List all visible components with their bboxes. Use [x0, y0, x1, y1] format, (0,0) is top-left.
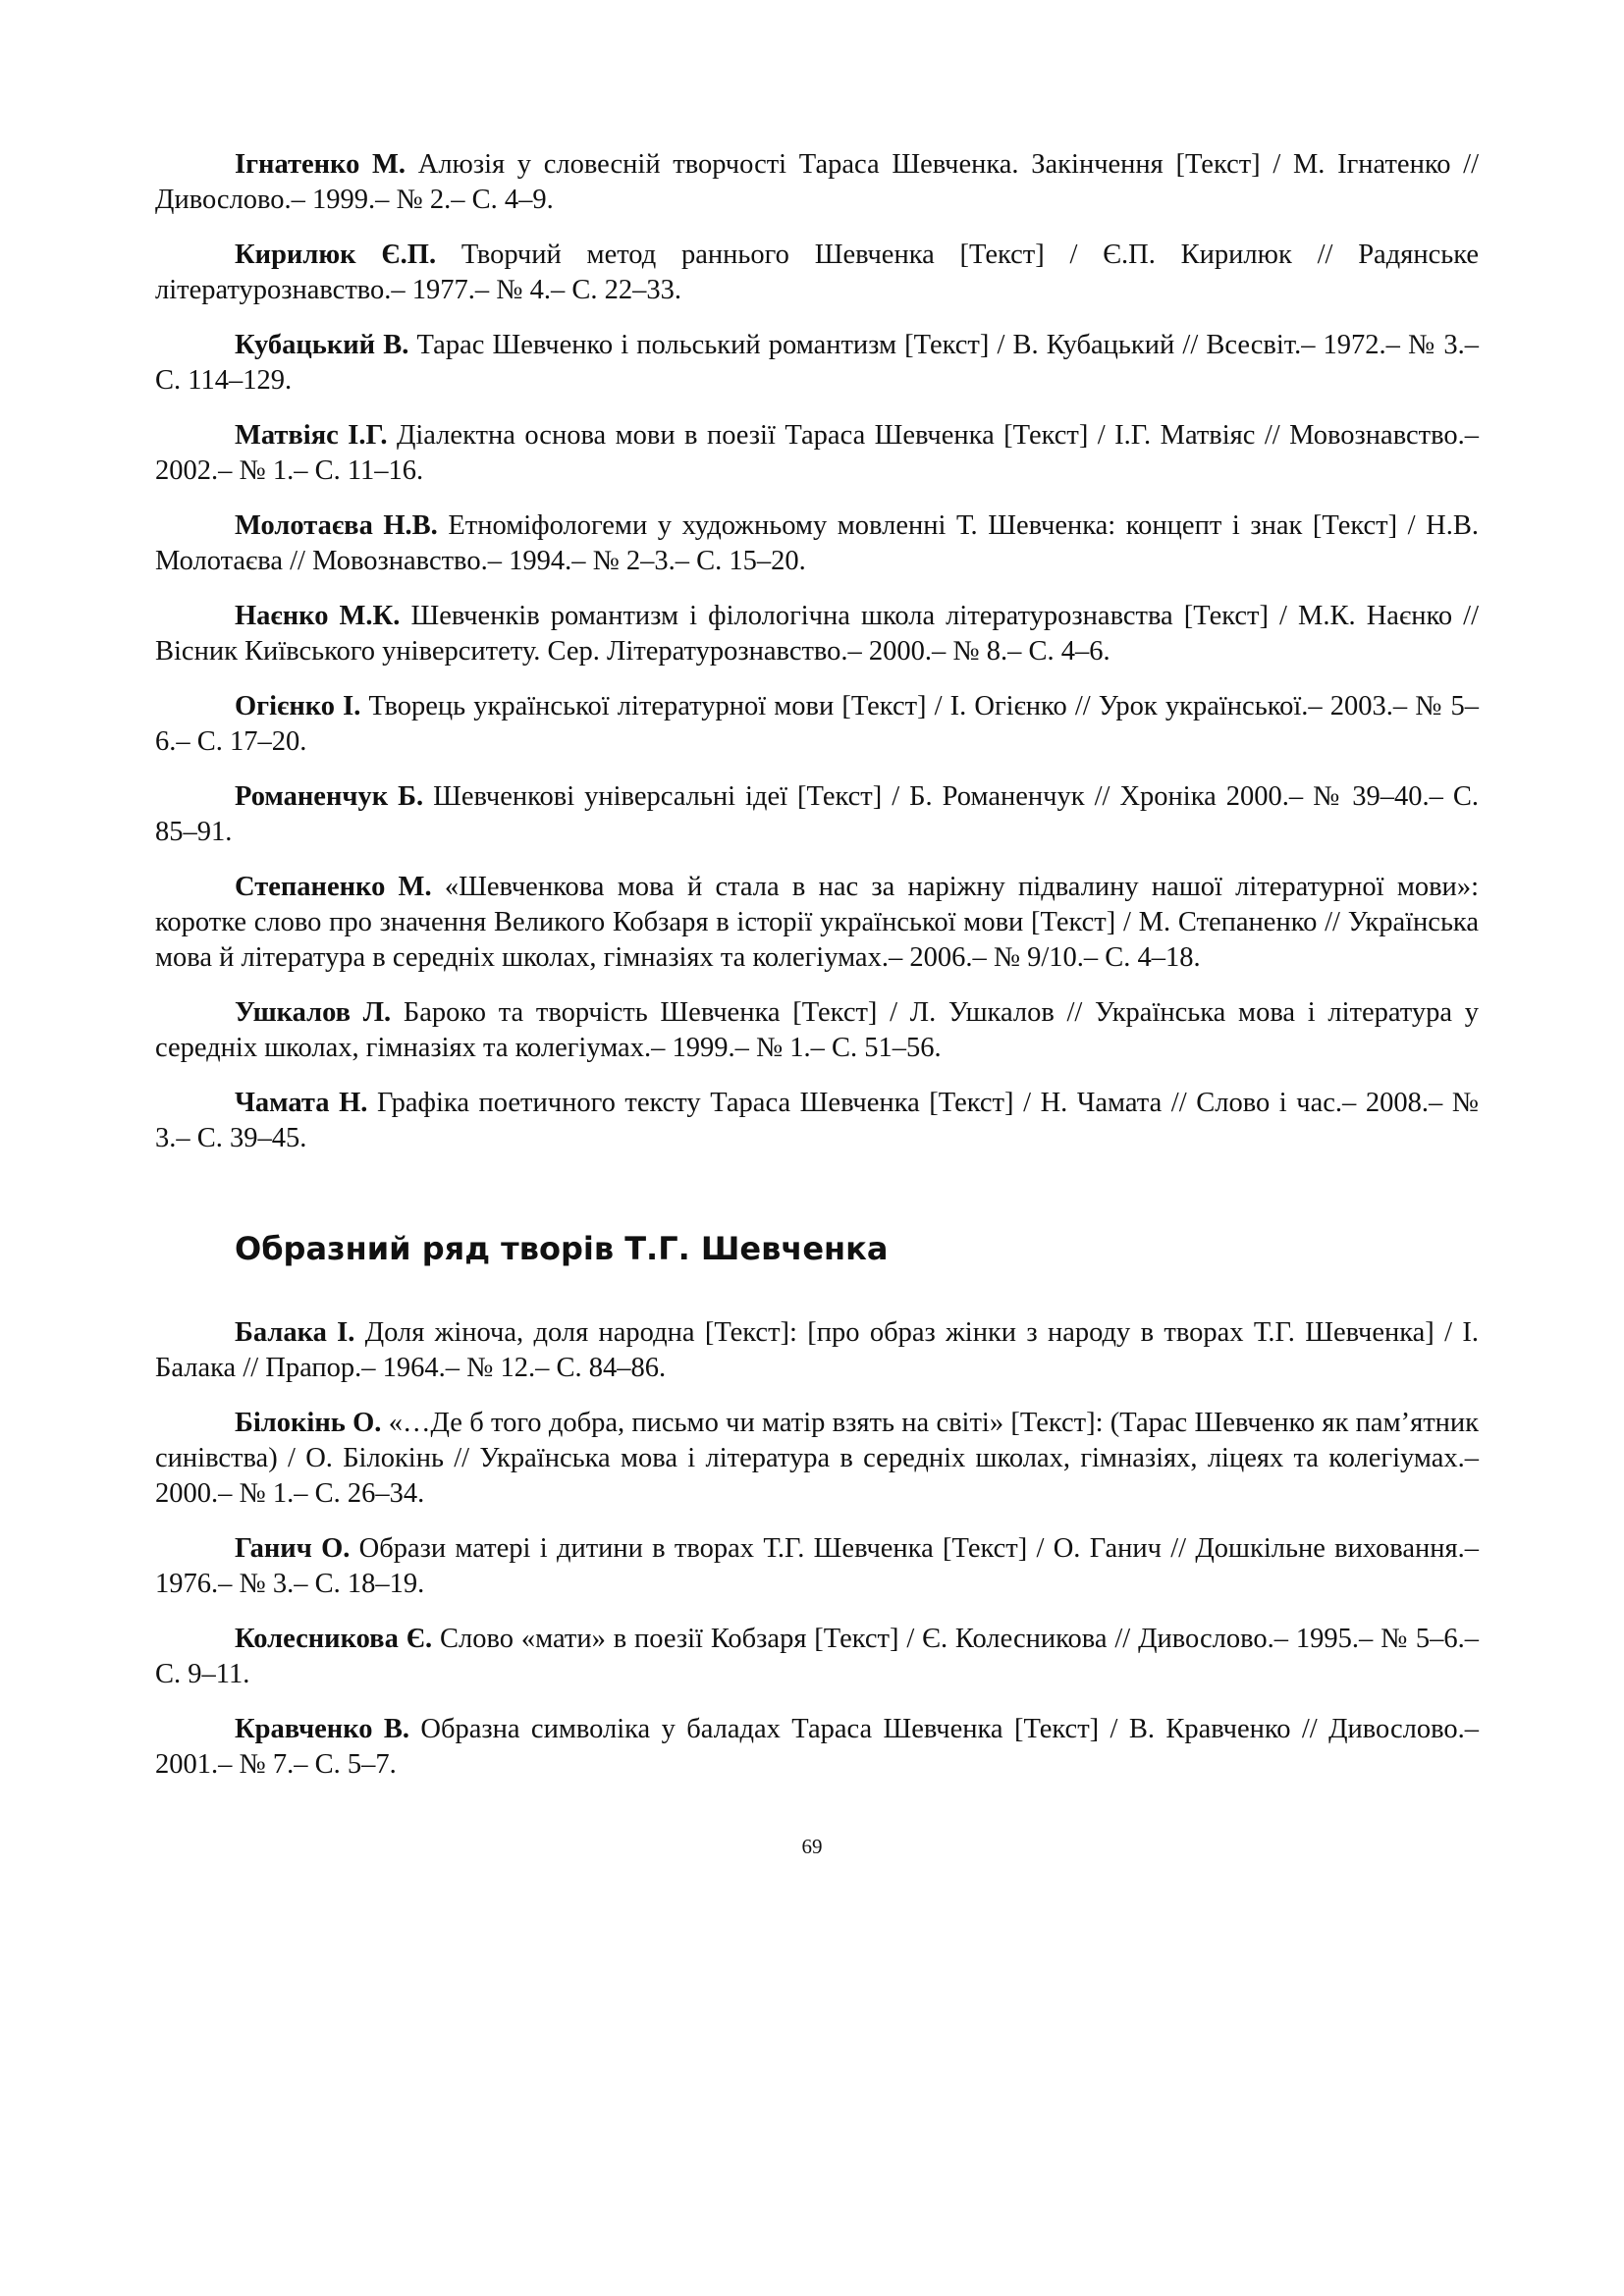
entry-author: Кирилюк Є.П. [235, 240, 437, 270]
entry-author: Колесникова Є. [235, 1624, 433, 1654]
bibliography-entry [155, 238, 1479, 308]
bibliography-entry [155, 1315, 1479, 1386]
page-number: 69 [801, 1835, 823, 1858]
bibliography-entry [155, 508, 1479, 579]
entry-text: Образи матері і дитини в творах Т.Г. Шевченка [Текст] / О. Ганич // Дошкільне виховання.– 1976.– № 3.– С. 18–19. [155, 1533, 1479, 1599]
entry-text: Тарас Шевченко і польський романтизм [Текст] / В. Кубацький // Всесвіт.– 1972.– № 3.– С. 114–129. [155, 330, 1479, 396]
entry-text: Шевченкові універсальні ідеї [Текст] / Б. Романенчук // Хроніка 2000.– № 39–40.– С. 85–91. [155, 781, 1480, 847]
entry-text: «…Де б того добра, письмо чи матір взять на світі» [Текст]: (Тарас Шевченко як пам’ятник синівства) / О. Білокінь // Українська мова і література в середніх школах, гімназіях, ліцеях та колегіумах.– 2000.– № 1.– С. 26–34. [155, 1408, 1480, 1509]
entry-author: Романенчук Б. [235, 781, 424, 812]
entry-text: Графіка поетичного тексту Тараса Шевченка [Текст] / Н. Чамата // Слово і час.– 2008.– № 3.– С. 39–45. [155, 1088, 1479, 1153]
entry-text: Етноміфологеми у художньому мовленні Т. Шевченка: концепт і знак [Текст] / Н.В. Молотаєва // Мовознавство.– 1994.– № 2–3.– С. 15–20. [155, 510, 1479, 576]
entry-text: Творчий метод раннього Шевченка [Текст] / Є.П. Кирилюк // Радянське літературознавство.– 1977.– № 4.– С. 22–33. [155, 240, 1480, 305]
bibliography-entry [155, 779, 1479, 850]
bibliography-entry [155, 1531, 1479, 1602]
entry-text: Бароко та творчість Шевченка [Текст] / Л. Ушкалов // Українська мова і література у середніх школах, гімназіях та колегіумах.– 1999.– № 1.– С. 51–56. [155, 997, 1479, 1063]
section-heading: Образний ряд творів Т.Г. Шевченка [235, 1230, 889, 1267]
bibliography-entry [155, 147, 1479, 218]
page-content [155, 147, 1479, 1802]
entry-author: Молотаєва Н.В. [235, 510, 438, 541]
bibliography-entry [155, 599, 1479, 669]
entry-author: Кравченко В. [235, 1714, 410, 1744]
bibliography-entry [155, 1622, 1479, 1692]
entry-author: Кубацький В. [235, 330, 409, 360]
entry-text: «Шевченкова мова й стала в нас за наріжну підвалину нашої літературної мови»: коротке слово про значення Великого Кобзаря в історії української мови [Текст] / М. Степаненко // Українська мова й література в середніх школах, гімназіях та колегіумах.– 2006.– № 9/10.– С. 4–18. [155, 872, 1479, 973]
bibliography-entry [155, 418, 1479, 489]
entry-text: Слово «мати» в поезії Кобзаря [Текст] / Є. Колесникова // Дивослово.– 1995.– № 5–6.– С. 9–11. [155, 1624, 1480, 1689]
entry-text: Доля жіноча, доля народна [Текст]: [про образ жінки з народу в творах Т.Г. Шевченка] / І. Балака // Прапор.– 1964.– № 12.– С. 84–86. [155, 1317, 1479, 1383]
entry-text: Шевченків романтизм і філологічна школа літературознавства [Текст] / М.К. Наєнко // Вісник Київського університету. Сер. Літературознавство.– 2000.– № 8.– С. 4–6. [155, 601, 1480, 667]
bibliography-entry [155, 689, 1479, 760]
entry-author: Ушкалов Л. [235, 997, 392, 1028]
entry-text: Діалектна основа мови в поезії Тараса Шевченка [Текст] / І.Г. Матвіяс // Мовознавство.– 2002.– № 1.– С. 11–16. [155, 420, 1479, 486]
bibliography-entry [155, 1406, 1479, 1512]
entry-author: Матвіяс І.Г. [235, 420, 388, 451]
entry-text: Алюзія у словесній творчості Тараса Шевченка. Закінчення [Текст] / М. Ігнатенко // Дивослово.– 1999.– № 2.– С. 4–9. [155, 149, 1479, 215]
entry-author: Ганич О. [235, 1533, 351, 1564]
entry-text: Творець української літературної мови [Текст] / І. Огієнко // Урок української.– 2003.– № 5–6.– С. 17–20. [155, 691, 1479, 757]
entry-author: Степаненко М. [235, 872, 432, 902]
bibliography-entry [155, 1712, 1479, 1783]
entry-author: Ігнатенко М. [235, 149, 406, 180]
entry-author: Наєнко М.К. [235, 601, 401, 631]
entry-text: Образна символіка у баладах Тараса Шевченка [Текст] / В. Кравченко // Дивослово.– 2001.– № 7.– С. 5–7. [155, 1714, 1479, 1780]
entry-author: Чамата Н. [235, 1088, 368, 1118]
bibliography-entry [155, 995, 1479, 1066]
bibliography-entry [155, 1086, 1479, 1156]
bibliography-entry [155, 328, 1479, 399]
entry-author: Балака І. [235, 1317, 355, 1348]
bibliography-entry [155, 870, 1479, 976]
entry-author: Білокінь О. [235, 1408, 382, 1438]
entry-author: Огієнко І. [235, 691, 361, 721]
